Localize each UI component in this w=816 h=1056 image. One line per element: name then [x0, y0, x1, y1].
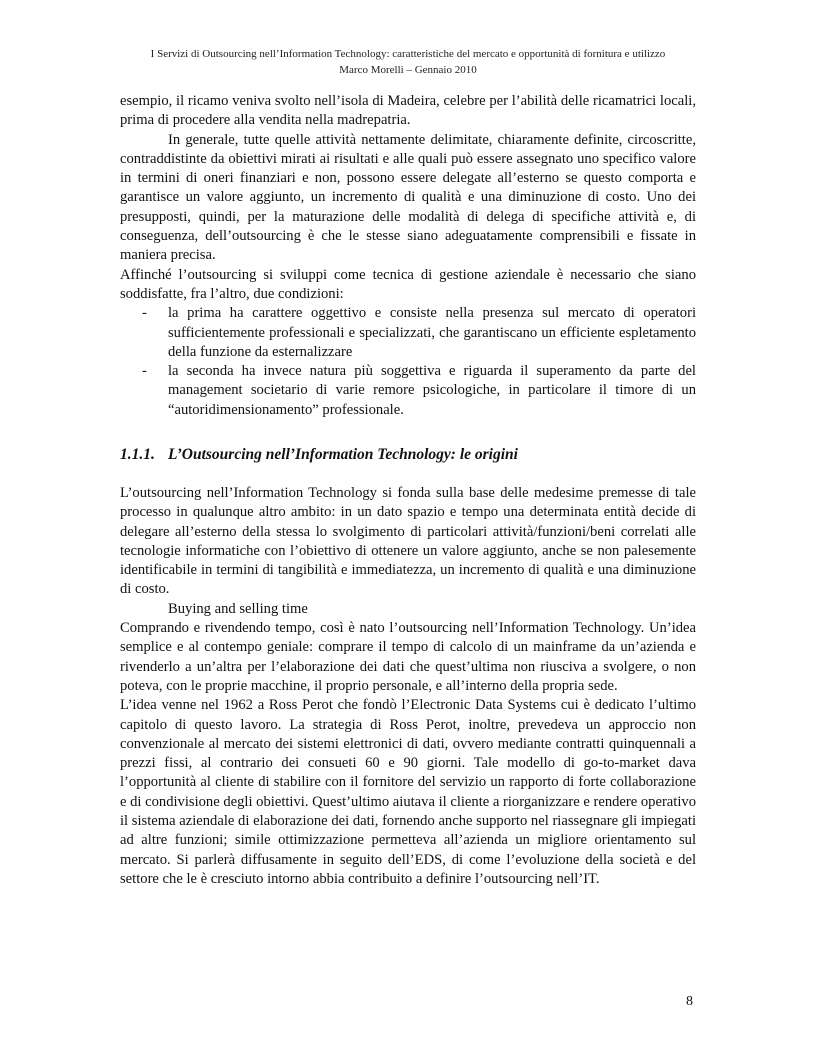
paragraph: In generale, tutte quelle attività nettamente delimitate, chiaramente definite, circoscritte, contraddistinte da obiettivi mirati ai risultati e alle quali può essere assegnato uno specifico valore in termini di oneri finanziari e non, possono essere delegate all’esterno se questo comporta e garantisce un valore aggiunto, un incremento di qualità e una diminuzione di costo. Uno dei presupposti, quindi, per la maturazione delle modalità di delega di specifiche attività e, di conseguenza, dell’outsourcing è che le stesse siano adeguatamente comprensibili e fissate in maniera precisa.	[120, 131, 696, 264]
paragraph: Comprando e rivendendo tempo, così è nato l’outsourcing nell’Information Technology. Un’idea semplice e al contempo geniale: comprare il tempo di calcolo di un mainframe da un’azienda e rivenderlo a un’altra per l’elaborazione dei dati che quest’ultima non riusciva a svolgere, o non poteva, con le proprie macchine, il proprio personale, e all’interno della propria sede.	[120, 620, 696, 694]
paragraph: esempio, il ricamo veniva svolto nell’isola di Madeira, celebre per l’abilità delle ricamatrici locali, prima di procedere alla vendita nella madrepatria.	[120, 93, 696, 129]
dash-bullet: -	[142, 305, 147, 322]
running-header	[60, 46, 756, 78]
list-item	[142, 304, 696, 362]
list-item	[142, 362, 696, 420]
header-author-date: Marco Morelli – Gennaio 2010	[339, 64, 477, 76]
section-title: L’Outsourcing nell’Information Technology: le origini	[168, 446, 518, 463]
header-title: I Servizi di Outsourcing nell’Information Technology: caratteristiche del mercato e opportunità di fornitura e utilizzo	[150, 48, 666, 60]
paragraph: Affinché l’outsourcing si sviluppi come tecnica di gestione aziendale è necessario che siano soddisfatte, fra l’altro, due condizioni:	[120, 266, 696, 302]
condition-list	[120, 304, 696, 420]
list-item-text: la seconda ha invece natura più soggettiva e riguarda il superamento da parte del management societario di varie remore psicologiche, in particolare il timore di un “autoridimensionamento” professionale.	[168, 363, 696, 418]
section-top	[120, 92, 696, 420]
paragraph: L’idea venne nel 1962 a Ross Perot che fondò l’Electronic Data Systems cui è dedicato l’ultimo capitolo di questo lavoro. La strategia di Ross Perot, inoltre, prevedeva un approccio non convenzionale al mercato dei sistemi elettronici di dati, ovvero mediante contratti quinquennali a prezzi fissi, al contrario dei consueti 60 e 90 giorni. Tale modello di go-to-market dava l’opportunità al cliente di stabilire con il fornitore del servizio un rapporto di forte collaborazione e di condivisione degli obiettivi. Quest’ultimo aiutava il cliente a riorganizzare e rendere operativo il sistema aziendale di elaborazione dei dati, fornendo anche supporto nel riassegnare gli impiegati ad altre funzioni; simile ottimizzazione permetteva all’azienda un migliore orientamento sul mercato. Si parlerà diffusamente in seguito dell’EDS, di come l’evoluzione della società e del settore che le è cresciuto intorno abbia contribuito a definire l’outsourcing nell’IT.	[120, 697, 696, 887]
section-number: 1.1.1.	[120, 446, 155, 463]
section-bottom	[120, 484, 696, 889]
section-heading	[120, 446, 696, 464]
subheading: Buying and selling time	[168, 600, 308, 617]
page-number: 8	[686, 994, 693, 1009]
list-item-text: la prima ha carattere oggettivo e consiste nella presenza sul mercato di operatori sufficientemente professionali e specializzati, che garantiscano un efficiente espletamento della funzione da esternalizzare	[168, 305, 696, 360]
paragraph: L’outsourcing nell’Information Technology si fonda sulla base delle medesime premesse di tale processo in qualunque altro ambito: in un dato spazio e tempo una determinata entità decide di delegare all’esterno della stessa lo svolgimento di particolari attività/funzioni/beni correlati alle tecnologie informatiche con l’obiettivo di ottenere un valore aggiunto, anche se non palesemente identificabile in termini di tangibilità e immediatezza, un incremento di qualità e una diminuzione di costo.	[120, 485, 696, 598]
dash-bullet: -	[142, 363, 147, 380]
